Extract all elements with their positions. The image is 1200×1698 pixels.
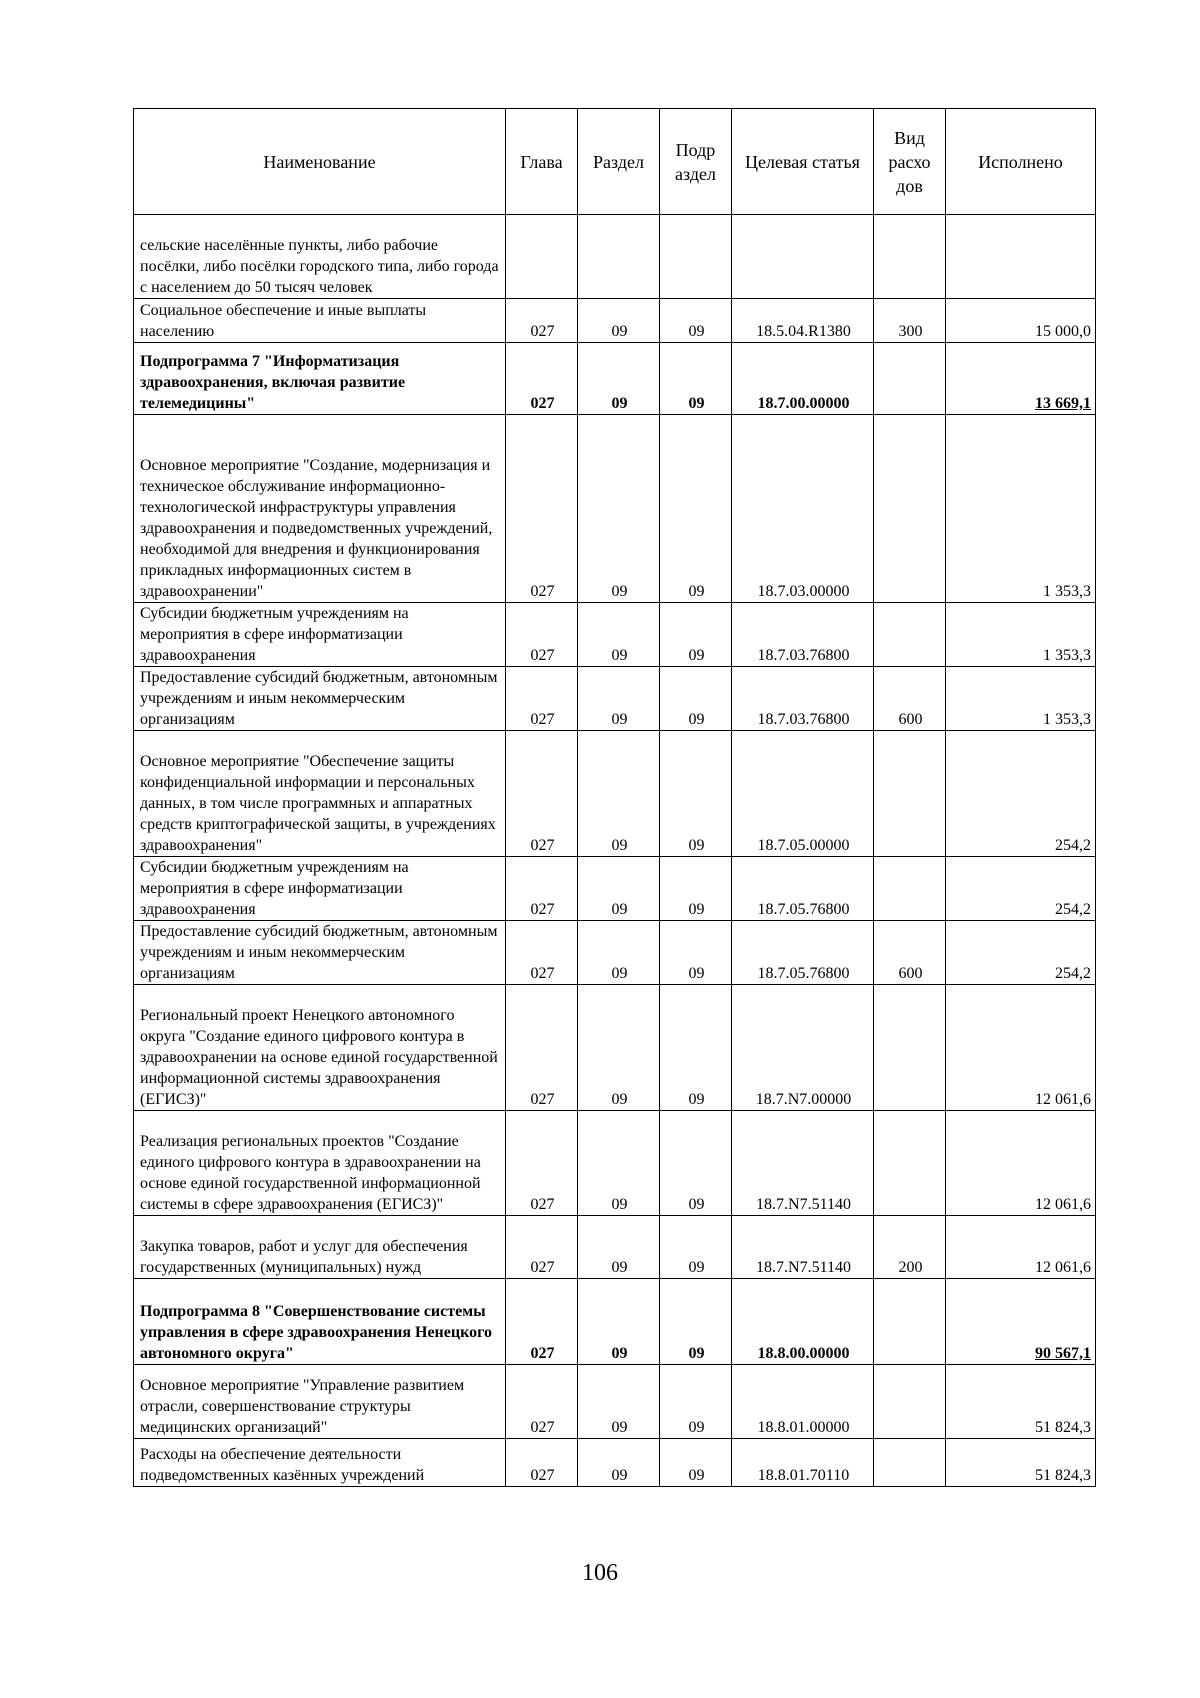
row-section	[578, 215, 660, 299]
row-name: Региональный проект Ненецкого автономного округа "Создание единого цифрового контура в здравоохранении на основе единой государственной информационной системы здравоохранения (ЕГИСЗ)"	[134, 985, 506, 1111]
table-row	[134, 415, 1096, 603]
table-row	[134, 215, 1096, 299]
row-subsection: 09	[660, 667, 732, 731]
row-amount: 51 824,3	[946, 1365, 1096, 1439]
row-amount	[946, 215, 1096, 299]
row-target: 18.8.00.00000	[732, 1279, 874, 1365]
row-type	[874, 1111, 946, 1216]
header-section: Раздел	[578, 109, 660, 215]
row-chapter: 027	[506, 667, 578, 731]
row-amount: 1 353,3	[946, 603, 1096, 667]
row-name: Основное мероприятие "Создание, модернизация и техническое обслуживание информационно-технологической инфраструктуры управления здравоохранения и подведомственных учреждений, необходимой для внедрения и функционирования прикладных информационных систем в здравоохранении"	[134, 415, 506, 603]
row-target: 18.7.N7.51140	[732, 1111, 874, 1216]
row-subsection: 09	[660, 1279, 732, 1365]
row-section: 09	[578, 415, 660, 603]
row-amount: 1 353,3	[946, 415, 1096, 603]
row-subsection: 09	[660, 1216, 732, 1279]
budget-table	[133, 108, 1096, 1487]
row-type	[874, 1365, 946, 1439]
row-amount: 90 567,1	[946, 1279, 1096, 1365]
row-type	[874, 857, 946, 921]
row-type	[874, 415, 946, 603]
row-amount: 51 824,3	[946, 1439, 1096, 1487]
row-section: 09	[578, 921, 660, 985]
row-name: Основное мероприятие "Обеспечение защиты конфиденциальной информации и персональных данных, в том числе программных и аппаратных средств криптографической защиты, в учреждениях здравоохранения"	[134, 731, 506, 857]
row-section: 09	[578, 857, 660, 921]
row-name: Подпрограмма 8 "Совершенствование системы управления в сфере здравоохранения Ненецкого автономного округа"	[134, 1279, 506, 1365]
row-target: 18.7.05.76800	[732, 857, 874, 921]
row-subsection: 09	[660, 603, 732, 667]
row-amount: 13 669,1	[946, 343, 1096, 415]
row-section: 09	[578, 1365, 660, 1439]
row-subsection: 09	[660, 299, 732, 343]
row-amount: 12 061,6	[946, 985, 1096, 1111]
row-target: 18.7.03.76800	[732, 667, 874, 731]
table-row	[134, 1439, 1096, 1487]
row-type	[874, 603, 946, 667]
row-chapter: 027	[506, 921, 578, 985]
row-subsection	[660, 215, 732, 299]
row-section: 09	[578, 667, 660, 731]
header-expense-type: Вид расхо дов	[874, 109, 946, 215]
row-chapter: 027	[506, 985, 578, 1111]
table-row	[134, 603, 1096, 667]
row-chapter: 027	[506, 1216, 578, 1279]
row-subsection: 09	[660, 1365, 732, 1439]
row-target: 18.7.05.00000	[732, 731, 874, 857]
table-row	[134, 343, 1096, 415]
row-subsection: 09	[660, 857, 732, 921]
row-type: 600	[874, 921, 946, 985]
row-name: Закупка товаров, работ и услуг для обеспечения государственных (муниципальных) нужд	[134, 1216, 506, 1279]
row-amount: 12 061,6	[946, 1216, 1096, 1279]
row-section: 09	[578, 1111, 660, 1216]
row-target: 18.7.03.00000	[732, 415, 874, 603]
row-name: Субсидии бюджетным учреждениям на мероприятия в сфере информатизации здравоохранения	[134, 857, 506, 921]
table-header-row	[134, 109, 1096, 215]
row-target	[732, 215, 874, 299]
row-section: 09	[578, 299, 660, 343]
row-amount: 254,2	[946, 921, 1096, 985]
row-amount: 12 061,6	[946, 1111, 1096, 1216]
header-name: Наименование	[134, 109, 506, 215]
row-name: Предоставление субсидий бюджетным, автономным учреждениям и иным некоммерческим организациям	[134, 667, 506, 731]
table-row	[134, 667, 1096, 731]
table-row	[134, 299, 1096, 343]
row-subsection: 09	[660, 985, 732, 1111]
row-section: 09	[578, 731, 660, 857]
row-name: Расходы на обеспечение деятельности подведомственных казённых учреждений	[134, 1439, 506, 1487]
row-name: сельские населённые пункты, либо рабочие посёлки, либо посёлки городского типа, либо города с населением до 50 тысяч человек	[134, 215, 506, 299]
row-subsection: 09	[660, 343, 732, 415]
row-chapter: 027	[506, 1111, 578, 1216]
row-name: Подпрограмма 7 "Информатизация здравоохранения, включая развитие телемедицины"	[134, 343, 506, 415]
row-subsection: 09	[660, 1439, 732, 1487]
table-row	[134, 921, 1096, 985]
row-chapter: 027	[506, 857, 578, 921]
row-chapter: 027	[506, 1439, 578, 1487]
row-amount: 1 353,3	[946, 667, 1096, 731]
row-chapter: 027	[506, 1279, 578, 1365]
row-type	[874, 985, 946, 1111]
row-type: 200	[874, 1216, 946, 1279]
row-type: 600	[874, 667, 946, 731]
row-amount: 254,2	[946, 857, 1096, 921]
header-executed: Исполнено	[946, 109, 1096, 215]
row-subsection: 09	[660, 415, 732, 603]
row-section: 09	[578, 1279, 660, 1365]
row-type	[874, 215, 946, 299]
row-amount: 15 000,0	[946, 299, 1096, 343]
row-type: 300	[874, 299, 946, 343]
row-chapter: 027	[506, 731, 578, 857]
row-chapter: 027	[506, 415, 578, 603]
table-row	[134, 857, 1096, 921]
row-target: 18.7.N7.51140	[732, 1216, 874, 1279]
row-name: Субсидии бюджетным учреждениям на мероприятия в сфере информатизации здравоохранения	[134, 603, 506, 667]
row-type	[874, 1279, 946, 1365]
row-name: Предоставление субсидий бюджетным, автономным учреждениям и иным некоммерческим организациям	[134, 921, 506, 985]
row-name: Социальное обеспечение и иные выплаты населению	[134, 299, 506, 343]
page-number: 106	[582, 1560, 618, 1586]
row-subsection: 09	[660, 1111, 732, 1216]
row-type	[874, 343, 946, 415]
header-target: Целевая статья	[732, 109, 874, 215]
table-row	[134, 731, 1096, 857]
row-chapter: 027	[506, 603, 578, 667]
row-chapter: 027	[506, 1365, 578, 1439]
row-amount: 254,2	[946, 731, 1096, 857]
row-target: 18.8.01.00000	[732, 1365, 874, 1439]
row-target: 18.7.00.00000	[732, 343, 874, 415]
row-subsection: 09	[660, 921, 732, 985]
row-section: 09	[578, 1216, 660, 1279]
table-row	[134, 1216, 1096, 1279]
row-target: 18.8.01.70110	[732, 1439, 874, 1487]
row-section: 09	[578, 343, 660, 415]
row-target: 18.7.05.76800	[732, 921, 874, 985]
table-row	[134, 1111, 1096, 1216]
table-row	[134, 1279, 1096, 1365]
row-subsection: 09	[660, 731, 732, 857]
table-row	[134, 1365, 1096, 1439]
row-name: Основное мероприятие "Управление развитием отрасли, совершенствование структуры медицинских организаций"	[134, 1365, 506, 1439]
row-section: 09	[578, 1439, 660, 1487]
header-subsection: Подр аздел	[660, 109, 732, 215]
row-type	[874, 731, 946, 857]
row-type	[874, 1439, 946, 1487]
row-section: 09	[578, 985, 660, 1111]
row-chapter: 027	[506, 343, 578, 415]
row-name: Реализация региональных проектов "Создание единого цифрового контура в здравоохранении на основе единой государственной информационной системы в сфере здравоохранения (ЕГИСЗ)"	[134, 1111, 506, 1216]
row-chapter: 027	[506, 299, 578, 343]
row-target: 18.7.03.76800	[732, 603, 874, 667]
row-section: 09	[578, 603, 660, 667]
row-chapter	[506, 215, 578, 299]
header-chapter: Глава	[506, 109, 578, 215]
row-target: 18.5.04.R1380	[732, 299, 874, 343]
row-target: 18.7.N7.00000	[732, 985, 874, 1111]
table-row	[134, 985, 1096, 1111]
